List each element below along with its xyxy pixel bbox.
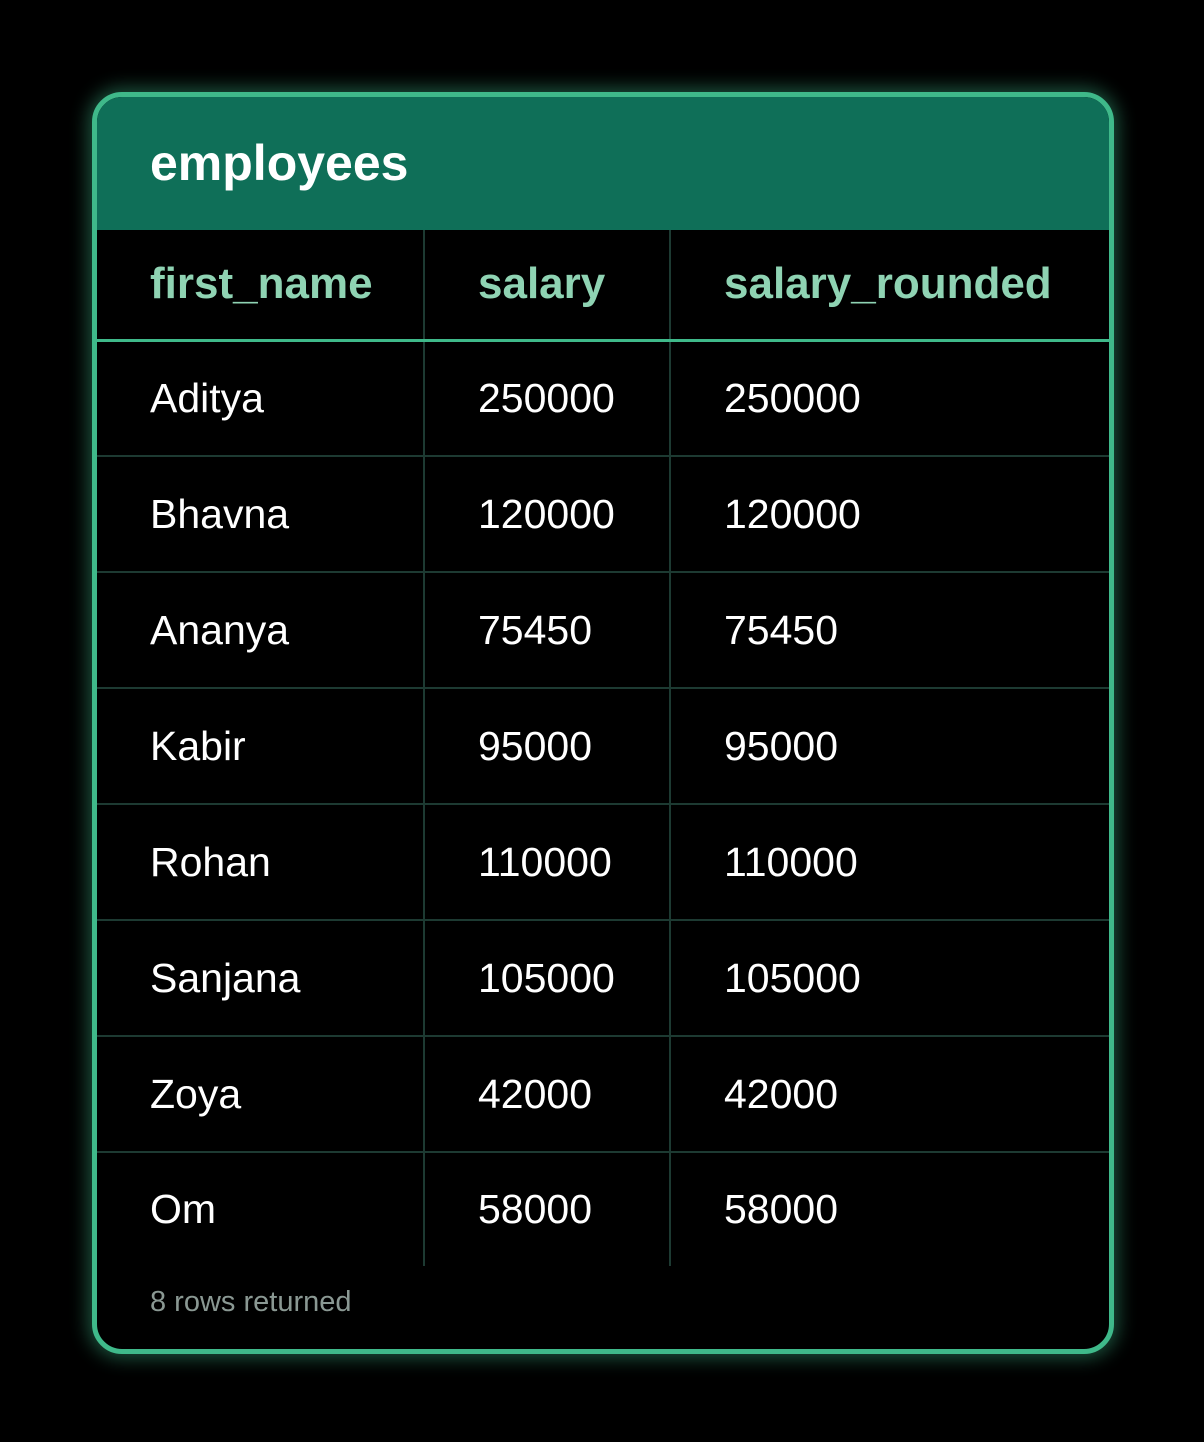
results-table [97, 230, 1109, 1266]
cell-salary: 250000 [424, 340, 670, 456]
cell-salary-rounded: 75450 [670, 572, 1109, 688]
cell-salary: 42000 [424, 1036, 670, 1152]
table-row [97, 1036, 1109, 1152]
cell-first-name: Aditya [97, 340, 424, 456]
cell-salary: 75450 [424, 572, 670, 688]
cell-salary-rounded: 42000 [670, 1036, 1109, 1152]
table-row [97, 456, 1109, 572]
card-header [97, 97, 1109, 230]
cell-salary-rounded: 95000 [670, 688, 1109, 804]
table-title: employees [150, 134, 409, 191]
cell-salary-rounded: 110000 [670, 804, 1109, 920]
cell-salary-rounded: 120000 [670, 456, 1109, 572]
cell-first-name: Rohan [97, 804, 424, 920]
cell-salary-rounded: 105000 [670, 920, 1109, 1036]
column-header-first-name: first_name [97, 230, 424, 340]
cell-salary: 105000 [424, 920, 670, 1036]
cell-salary: 120000 [424, 456, 670, 572]
results-card [92, 92, 1114, 1354]
table-row [97, 340, 1109, 456]
row-count-footer: 8 rows returned [150, 1286, 352, 1318]
cell-salary: 95000 [424, 688, 670, 804]
cell-salary-rounded: 58000 [724, 1186, 839, 1232]
cell-first-name: Zoya [97, 1036, 424, 1152]
cell-salary: 58000 [424, 1152, 670, 1266]
table-row [97, 688, 1109, 804]
column-header-salary: salary [424, 230, 670, 340]
cell-first-name: Om [97, 1152, 424, 1266]
header-row [97, 230, 1109, 340]
cell-first-name: Bhavna [97, 456, 424, 572]
table-row [97, 1152, 1109, 1266]
column-header-salary-rounded: salary_rounded [670, 230, 1109, 340]
cell-first-name: Ananya [97, 572, 424, 688]
table-row [97, 804, 1109, 920]
cell-first-name: Kabir [97, 688, 424, 804]
cell-first-name: Sanjana [97, 920, 424, 1036]
cell-salary: 110000 [424, 804, 670, 920]
table-row [97, 572, 1109, 688]
table-row [97, 920, 1109, 1036]
cell-salary-rounded: 250000 [670, 340, 1109, 456]
